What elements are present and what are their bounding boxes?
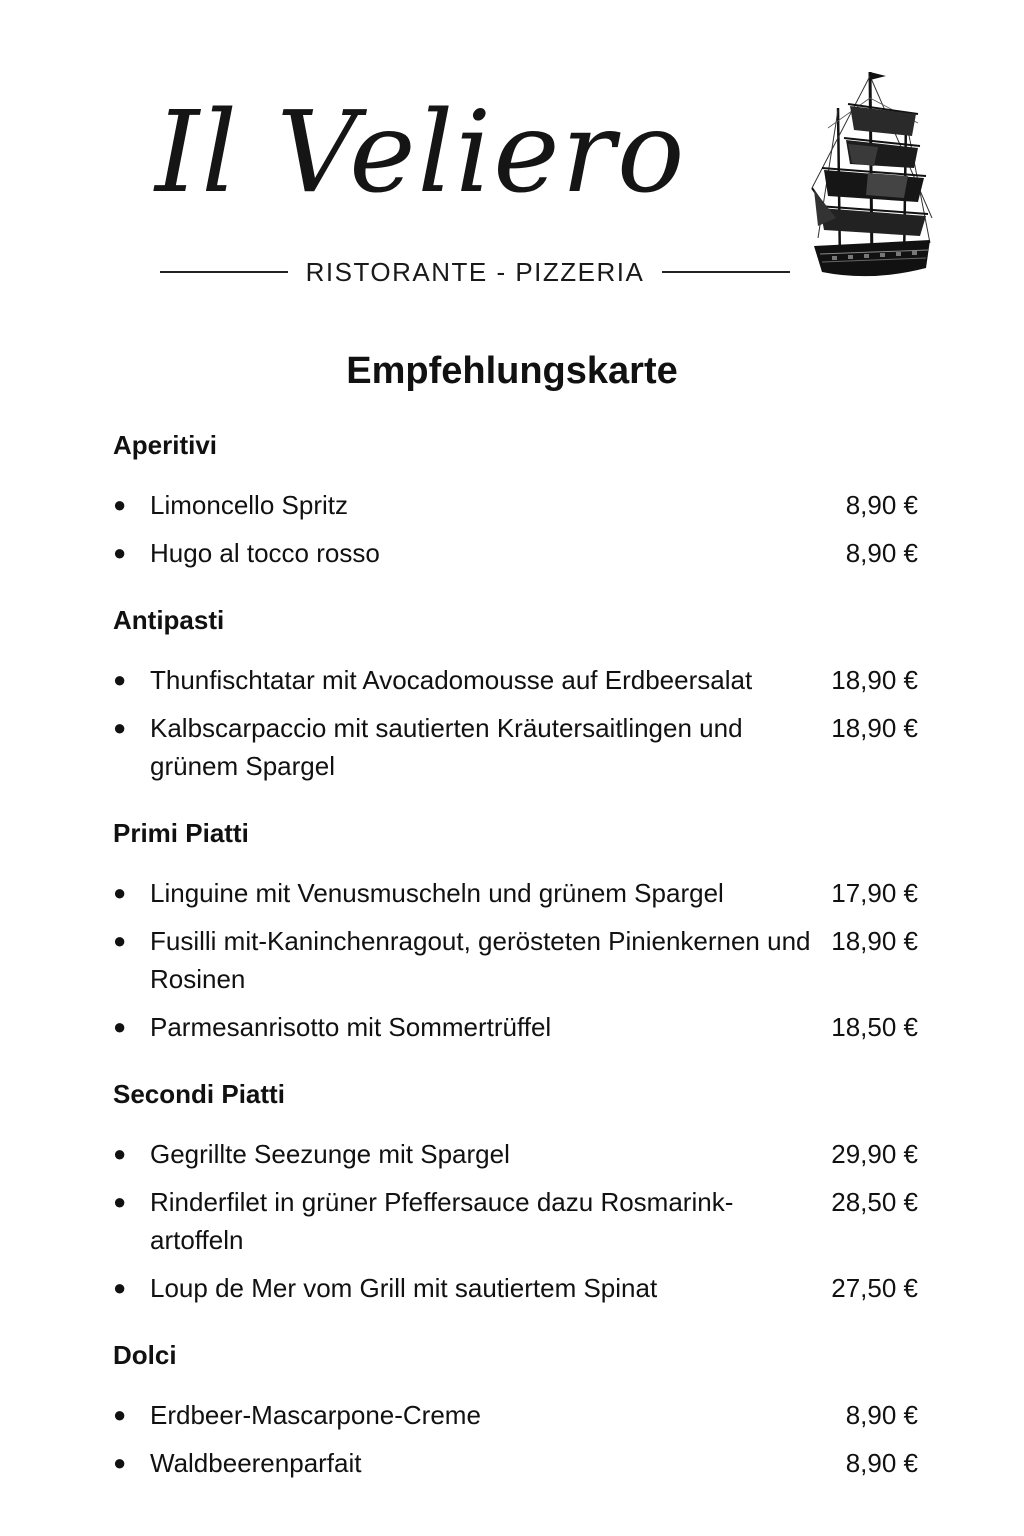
bullet-icon: ● xyxy=(113,1450,127,1475)
menu-item xyxy=(113,874,918,912)
bullet-icon: ● xyxy=(113,1014,127,1039)
menu-item xyxy=(113,1444,918,1482)
section-aperitivi xyxy=(113,430,918,572)
menu-item xyxy=(113,1135,918,1173)
brand-logo-text: Il Veliero xyxy=(155,88,687,218)
menu-item-name: Thunfischtatar mit Avocadomousse auf Erdbeersalat xyxy=(150,665,753,695)
menu-item-price: 17,90 € xyxy=(831,878,918,908)
restaurant-subtitle: RISTORANTE - PIZZERIA xyxy=(305,256,645,287)
subtitle-divider-left xyxy=(160,271,288,273)
menu-item xyxy=(113,709,918,785)
section-title: Aperitivi xyxy=(113,430,218,460)
menu-item xyxy=(113,661,918,699)
section-title: Dolci xyxy=(113,1340,177,1370)
menu-item-name: Kalbscarpaccio mit sautierten Kräutersaitlingen und grünem Spargel xyxy=(150,713,743,781)
section-title: Primi Piatti xyxy=(113,818,249,848)
menu-item-price: 8,90 € xyxy=(845,538,918,568)
menu-item-name: Erdbeer-Mascarpone-Creme xyxy=(150,1400,481,1430)
menu-item xyxy=(113,1008,918,1046)
sailing-ship-icon xyxy=(808,68,936,288)
menu-item-name: Waldbeerenparfait xyxy=(150,1448,362,1478)
menu-item-name: Loup de Mer vom Grill mit sautiertem Spinat xyxy=(150,1273,658,1303)
menu-list xyxy=(113,420,918,1492)
bullet-icon: ● xyxy=(113,928,127,953)
bullet-icon: ● xyxy=(113,1402,127,1427)
menu-item-name: Limoncello Spritz xyxy=(150,490,348,520)
menu-item-price: 8,90 € xyxy=(845,1400,918,1430)
menu-item-name: Rinderfilet in grüner Pfeffersauce dazu Rosmarink-artoffeln xyxy=(150,1187,734,1255)
menu-item-price: 18,90 € xyxy=(831,926,918,956)
menu-item-price: 27,50 € xyxy=(831,1273,918,1303)
menu-item-price: 8,90 € xyxy=(845,490,918,520)
menu-item-price: 28,50 € xyxy=(831,1187,918,1217)
bullet-icon: ● xyxy=(113,715,127,740)
section-dolci xyxy=(113,1340,918,1482)
subtitle-row xyxy=(160,252,790,292)
menu-item xyxy=(113,1269,918,1307)
menu-item-name: Gegrillte Seezunge mit Spargel xyxy=(150,1139,510,1169)
page-title: Empfehlungskarte xyxy=(346,350,678,392)
menu-item xyxy=(113,486,918,524)
section-title: Secondi Piatti xyxy=(113,1079,285,1109)
menu-item-price: 18,90 € xyxy=(831,665,918,695)
menu-item-price: 18,50 € xyxy=(831,1012,918,1042)
subtitle-divider-right xyxy=(662,271,790,273)
menu-item-price: 18,90 € xyxy=(831,713,918,743)
menu-item-name: Linguine mit Venusmuscheln und grünem Spargel xyxy=(150,878,724,908)
menu-item xyxy=(113,922,918,998)
menu-item-price: 29,90 € xyxy=(831,1139,918,1169)
bullet-icon: ● xyxy=(113,492,127,517)
menu-item-name: Parmesanrisotto mit Sommertrüffel xyxy=(150,1012,552,1042)
bullet-icon: ● xyxy=(113,540,127,565)
menu-item xyxy=(113,534,918,572)
bullet-icon: ● xyxy=(113,1189,127,1214)
bullet-icon: ● xyxy=(113,1275,127,1300)
bullet-icon: ● xyxy=(113,880,127,905)
section-title: Antipasti xyxy=(113,605,225,635)
section-primi-piatti xyxy=(113,818,918,1046)
menu-item-name: Fusilli mit-Kaninchenragout, gerösteten Pinienkernen und Rosinen xyxy=(150,926,811,994)
bullet-icon: ● xyxy=(113,667,127,692)
section-secondi-piatti xyxy=(113,1079,918,1307)
bullet-icon: ● xyxy=(113,1141,127,1166)
menu-item-name: Hugo al tocco rosso xyxy=(150,538,380,568)
menu-item xyxy=(113,1396,918,1434)
menu-item-price: 8,90 € xyxy=(845,1448,918,1478)
menu-item xyxy=(113,1183,918,1259)
section-antipasti xyxy=(113,605,918,785)
